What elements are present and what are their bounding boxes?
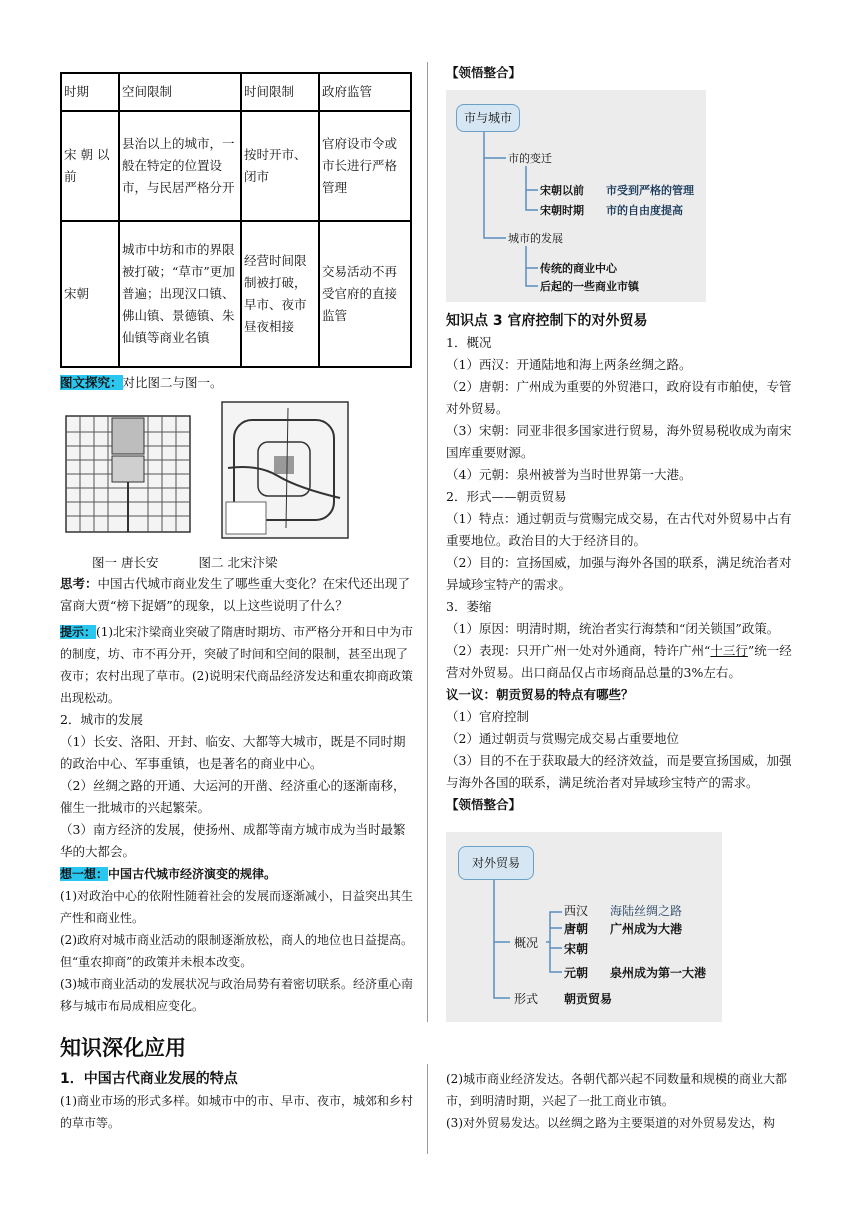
law-1: (1)对政治中心的依附性随着社会的发展而逐渐减小，日益突出其生产性和商业性。 — [60, 889, 414, 925]
table-cell: 宋朝 — [61, 221, 119, 367]
mm1-b1: 市的变迁 — [508, 152, 552, 165]
yiyi-2: （2）通过朝贡与赏赐完成交易占重要地位 — [446, 731, 679, 746]
tuwen-text: 对比图二与图一。 — [122, 375, 223, 390]
mm2-r2k: 唐朝 — [564, 922, 589, 936]
fig2-caption: 图二 北宋汴梁 — [198, 555, 278, 570]
sec2-p2: （2）丝绸之路的开通、大运河的开凿、经济重心的逐渐南移，催生一批城市的兴起繁荣。 — [60, 778, 406, 815]
bottom-sub1: 1．中国古代商业发展的特点 — [60, 1071, 238, 1087]
table-header: 政府监管 — [319, 73, 411, 111]
section-heading: 知识深化应用 — [60, 1036, 186, 1060]
sec2-title: 2．城市的发展 — [60, 712, 143, 727]
kp3-title: 知识点 3 官府控制下的对外贸易 — [446, 313, 648, 329]
s2: 2．形式——朝贡贸易 — [446, 489, 567, 504]
s3-2a: （2）表现：只开广州一处对外通商，特许广州“ — [446, 643, 711, 658]
s3: 3．萎缩 — [446, 599, 492, 614]
fig1-caption: 图一 唐长安 — [92, 555, 159, 570]
s1-4: （4）元朝：泉州被誉为当时世界第一大港。 — [446, 467, 692, 482]
mindmap-trade — [446, 832, 722, 1022]
column-divider — [427, 62, 428, 1022]
think-text: 中国古代城市商业发生了哪些重大变化？在宋代还出现了富商大贾“榜下捉婿”的现象，以上这些说明了什么？ — [60, 576, 411, 613]
table-cell: 宋 朝 以前 — [61, 111, 119, 221]
mm2-r1k: 西汉 — [564, 904, 589, 918]
mindmap-city — [446, 90, 706, 302]
xiang-para — [60, 863, 415, 885]
mm1-b1b-k: 宋朝时期 — [540, 204, 584, 217]
tang-changan-map — [62, 398, 196, 540]
s1-2: （2）唐朝：广州成为重要的外贸港口，政府设有市舶使，专管对外贸易。 — [446, 379, 792, 416]
mm1-b1a-v: 市受到严格的管理 — [606, 184, 694, 197]
table-cell: 按时开市、闭市 — [241, 111, 319, 221]
mm2-r4v: 泉州成为第一大港 — [610, 966, 707, 980]
bottom-p2: (2)城市商业经济发达。各朝代都兴起不同数量和规模的商业大都市，到明清时期，兴起了一批工商业市镇。 — [446, 1072, 788, 1108]
hint-label: 提示： — [60, 625, 97, 639]
mm2-r3k: 宋朝 — [564, 942, 589, 956]
s3-2b: ”统一经营对外贸易。出口商品仅占市场商品总量的3%左右。 — [446, 643, 792, 680]
mm2-root: 对外贸易 — [458, 846, 534, 880]
tuwen-label: 图文探究： — [60, 375, 123, 390]
table-cell: 交易活动不再受官府的直接监管 — [319, 221, 411, 367]
sec2-p1: （1）长安、洛阳、开封、临安、大都等大城市，既是不同时期的政治中心、军事重镇，也是著名的商业中心。 — [60, 734, 406, 771]
s1: 1．概况 — [446, 335, 492, 350]
mm2-r2v: 广州成为大港 — [610, 922, 683, 936]
mm2-r1v: 海陆丝绸之路 — [610, 904, 683, 918]
s1-1: （1）西汉：开通陆地和海上两条丝绸之路。 — [446, 357, 692, 372]
song-bianliang-map — [218, 398, 352, 544]
lingwu-title-2: 【领悟整合】 — [446, 797, 522, 812]
table-cell: 城市中坊和市的界限被打破；“草市”更加普遍；出现汉口镇、佛山镇、景德镇、朱仙镇等商业名镇 — [119, 221, 241, 367]
xiang-label: 想一想： — [60, 867, 109, 881]
bottom-divider — [427, 1064, 428, 1154]
table-cell: 县治以上的城市，一般在特定的位置设市，与民居严格分开 — [119, 111, 241, 221]
comparison-table — [60, 72, 412, 368]
mm1-b2: 城市的发展 — [508, 232, 563, 245]
mm1-b2a: 传统的商业中心 — [540, 262, 617, 275]
table-header: 时间限制 — [241, 73, 319, 111]
hint-para — [60, 621, 415, 709]
s3-1: （1）原因：明清时期，统治者实行海禁和“闭关锁国”政策。 — [446, 621, 780, 636]
sec2-p3: （3）南方经济的发展，使扬州、成都等南方城市成为当时最繁华的大都会。 — [60, 822, 406, 859]
bottom-p1: (1)商业市场的形式多样。如城市中的市、早市、夜市，城郊和乡村的草市等。 — [60, 1094, 414, 1130]
table-cell: 官府设市令或市长进行严格管理 — [319, 111, 411, 221]
lingwu-title-1: 【领悟整合】 — [446, 65, 522, 80]
yiyi-title: 议一议：朝贡贸易的特点有哪些？ — [446, 687, 634, 702]
s1-3: （3）宋朝：同亚非很多国家进行贸易，海外贸易税收成为南宋国库重要财源。 — [446, 423, 792, 460]
s2-1: （1）特点：通过朝贡与赏赐完成交易，在古代对外贸易中占有重要地位。政治目的大于经济目的。 — [446, 511, 792, 548]
s2-2: （2）目的：宣扬国威，加强与海外各国的联系，满足统治者对异域珍宝特产的需求。 — [446, 555, 792, 592]
think-label: 思考： — [60, 576, 98, 591]
table-header: 时期 — [61, 73, 119, 111]
yiyi-1: （1）官府控制 — [446, 709, 529, 724]
law-2: (2)政府对城市商业活动的限制逐渐放松，商人的地位也日益提高。但“重农抑商”的政策并未根本改变。 — [60, 933, 414, 969]
mm1-root: 市与城市 — [456, 104, 520, 132]
s3-2 — [446, 640, 802, 684]
yiyi-3: （3）目的不在于获取最大的经济效益，而是要宣扬国威，加强与海外各国的联系，满足统治者对异域珍宝特产的需求。 — [446, 753, 792, 790]
law-3: (3)城市商业活动的发展状况与政治局势有着密切联系。经济重心南移与城市布局成相应变化。 — [60, 977, 414, 1013]
mm2-b2v: 朝贡贸易 — [564, 992, 613, 1006]
mm1-b2b: 后起的一些商业市镇 — [540, 280, 639, 293]
bottom-p3: (3)对外贸易发达。以丝绸之路为主要渠道的对外贸易发达，构 — [446, 1116, 776, 1130]
mm1-b1b-v: 市的自由度提高 — [606, 204, 683, 217]
think-para — [60, 573, 415, 617]
s3-2u: 十三行 — [710, 643, 748, 658]
xiang-text: 中国古代城市经济演变的规律。 — [108, 867, 277, 881]
mm2-b1: 概况 — [514, 936, 539, 950]
tuwen-line — [60, 372, 415, 394]
mm2-r4k: 元朝 — [564, 966, 589, 980]
mm1-b1a-k: 宋朝以前 — [540, 184, 584, 197]
table-cell: 经营时间限制被打破，早市、夜市昼夜相接 — [241, 221, 319, 367]
hint-text: (1)北宋汴梁商业突破了隋唐时期坊、市严格分开和日中为市的制度，坊、市不再分开，突破了时间和空间的限制，甚至出现了夜市；农村出现了草市。(2)说明宋代商品经济发达和重农抑商政策出现松动。 — [60, 625, 414, 705]
table-header: 空间限制 — [119, 73, 241, 111]
mm2-b2: 形式 — [514, 992, 539, 1006]
